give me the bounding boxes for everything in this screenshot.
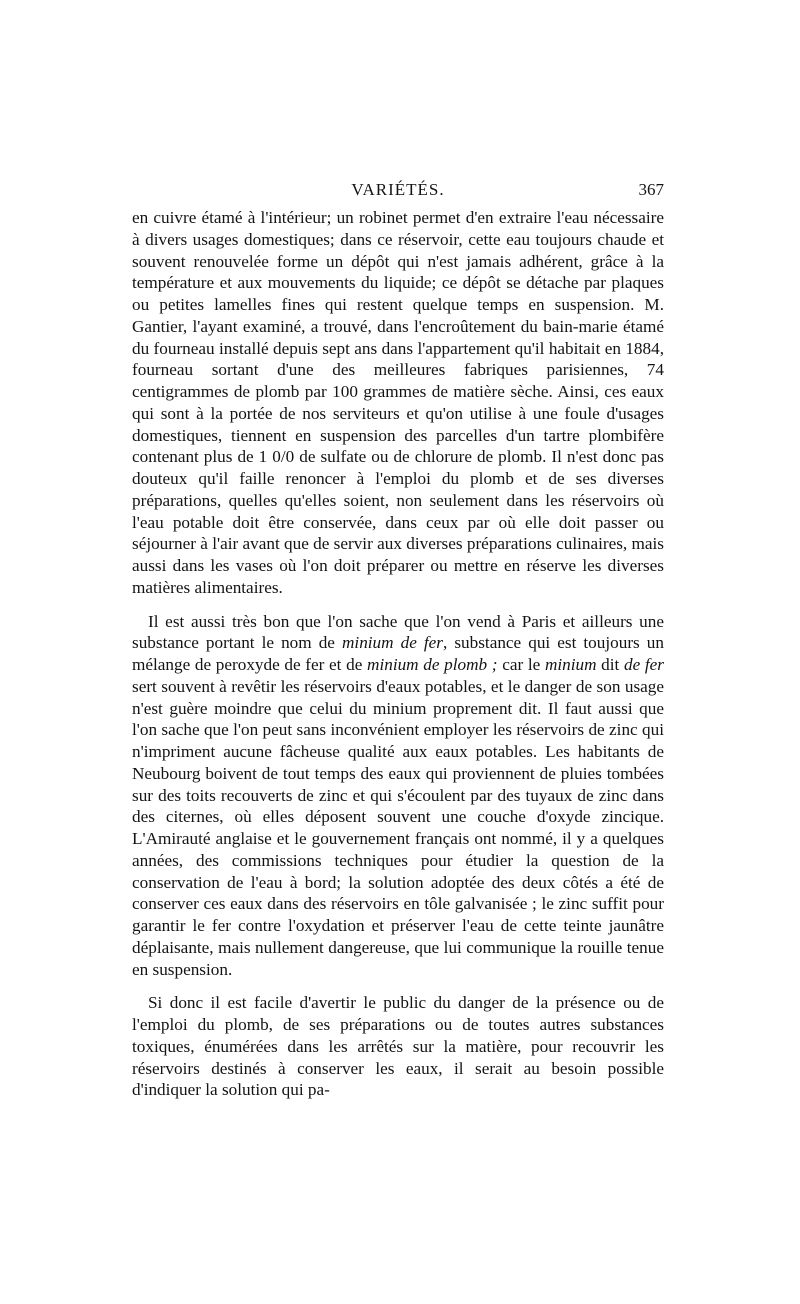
text-run: Il est aussi très bon que l'on sache que l'on vend à Paris et ailleurs une substance portant le nom de (132, 611, 664, 653)
text-run: , substance qui est toujours un mélange de peroxyde de fer et de (132, 633, 664, 674)
paragraph (132, 992, 664, 1101)
text-run: Si donc il est facile d'avertir le public du danger de la présence ou de l'emploi du plomb, de ses préparations ou de toutes autres substances toxiques, énumérées dans les arrêtés sur la matière, pour recouvrir les réservoirs destinés à conserver les eaux, il serait au besoin possible d'indiquer la solution qui pa- (132, 993, 664, 1100)
page-number: 367 (638, 180, 664, 199)
page-body (132, 207, 664, 1113)
italic-run: minium de fer (342, 633, 443, 653)
running-title: VARIÉTÉS. (351, 180, 445, 199)
paragraph (132, 611, 664, 981)
text-run: en cuivre étamé à l'intérieur; un robinet permet d'en extraire l'eau nécessaire à divers usages domestiques; dans ce réservoir, cette eau toujours chaude et souvent renouvelée forme un dépôt qui n'est jamais adhérent, grâce à la température et aux mouvements du liquide; ce dépôt se détache par plaques ou petites lamelles fines qui restent quelque temps en suspension. M. Gantier, l'ayant examiné, a trouvé, dans l'encroûtement du bain-marie étamé du fourneau installé depuis sept ans dans l'appartement qu'il habitait en 1884, fourneau sortant d'une des meilleures fabriques parisiennes, 74 centigrammes de plomb par 100 grammes de matière sèche. Ainsi, ces eaux qui sont à la portée de nos serviteurs et qu'on utilise à une foule d'usages domestiques, tiennent en suspension des parcelles d'un tartre plombifère contenant plus de 1 0/0 de sulfate ou de chlorure de plomb. Il n'est donc pas douteux qu'il faille renoncer à l'emploi du plomb et de ses diverses préparations, quelles qu'elles soient, non seulement dans les réservoirs où l'eau potable doit être conservée, dans ceux par où elle doit passer ou séjourner à l'air avant que de servir aux diverses préparations culinaires, mais aussi dans les vases où l'on doit préparer ou mettre en réserve les diverses matières alimentaires. (132, 208, 664, 597)
text-run: dit (596, 655, 624, 674)
italic-run: minium de plomb ; (367, 655, 498, 674)
italic-run: minium (544, 655, 597, 674)
italic-run: de fer (624, 655, 664, 674)
paragraph (132, 207, 664, 599)
running-head (132, 180, 664, 204)
text-run: car le (497, 655, 545, 674)
text-run: sert souvent à revêtir les réservoirs d'eaux potables, et le danger de son usage n'est guère moindre que celui du minium proprement dit. Il faut aussi que l'on sache que l'on peut sans inconvénient employer les réservoirs de zinc qui n'impriment aucune fâcheuse qualité aux eaux potables. Les habitants de Neubourg boivent de tout temps des eaux qui proviennent de pluies tombées sur des toits recouverts de zinc et qui s'écoulent par des tuyaux de zinc dans des citernes, où elles déposent souvent une couche d'oxyde zincique. L'Amirauté anglaise et le gouvernement français ont nommé, il y a quelques années, des commissions techniques pour étudier la question de la conservation de l'eau à bord; la solution adoptée des deux côtés a été de conserver ces eaux dans des réservoirs en tôle galvanisée ; le zinc suffit pour garantir le fer contre l'oxydation et préserver l'eau de cette teinte jaunâtre déplaisante, mais nullement dangereuse, que lui communique la rouille tenue en suspension. (132, 676, 664, 979)
